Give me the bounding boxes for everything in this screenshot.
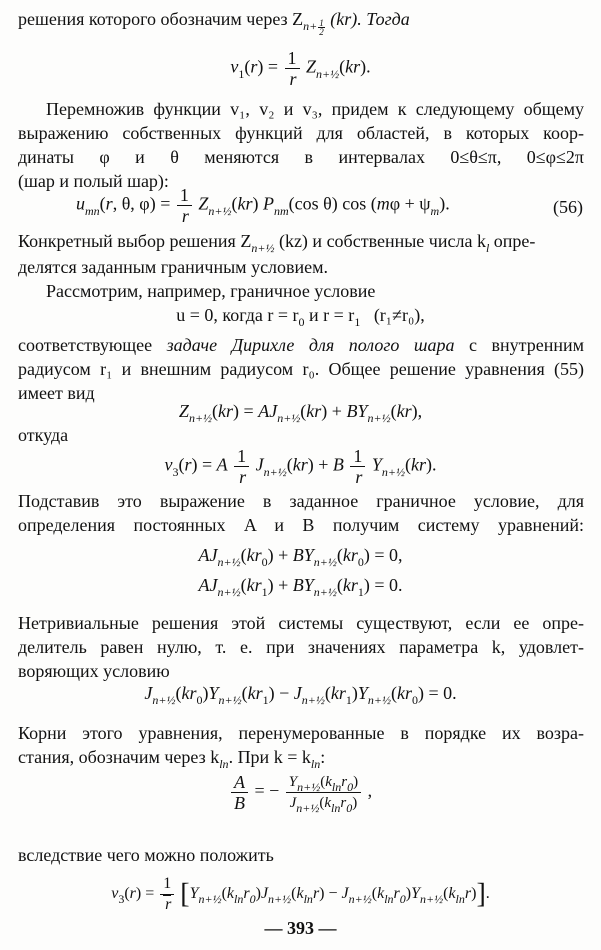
text-intro-tail: (kr). Тогда <box>330 9 410 29</box>
text-paragraph-2-line-1: Перемножив функции v₁, v₂ и v₃, придем к следующему общему <box>46 99 584 119</box>
equation-v3: $v_3(r) = A$ $\frac{1}{r}$ $J_{n+\frac{1}{2}}(kr) + B$ $\frac{1}{r}$ $Y_{n+\frac{1}{2}}(kr)$. <box>164 446 437 487</box>
equation-determinant: $J_{n+\frac{1}{2}}(kr_0)Y_{n+\frac{1}{2}}(kr_1) - J_{n+\frac{1}{2}}(kr_1)Y_{n+\frac{1}{2}}(kr_0) = 0$. <box>144 683 457 707</box>
equation-final: $v_3(r)$ = $\frac{1}{r}$ $[Y_{n+\frac{1}{2}}(k_{ln}r_0)J_{n+\frac{1}{2}}(k_{ln}r) - J_{n+\frac{1}{2}}(k_{ln}r_0)Y_{n+\frac{1}{2}}(k_{ln}r)]$. <box>111 875 490 913</box>
text-line-1: решения которого обозначим через $Z_{n+ \frac{1}{2}}$ (kr). Тогда <box>18 9 410 37</box>
text-paragraph-9-line-1: Корни этого уравнения, перенумерованные в порядке их возра- <box>18 723 584 743</box>
equation-system-1: $AJ_{n+\frac{1}{2}}(kr_0) + BY_{n+\frac{1}{2}}(kr_0) = 0$, <box>198 545 403 569</box>
text-paragraph-2-line-3: динаты φ и θ меняются в интервалах 0≤θ≤π, 0≤φ≤2π <box>18 147 584 167</box>
equation-number-56: (56) <box>553 197 583 217</box>
text-paragraph-8-line-1: Нетривиальные решения этой системы существуют, если ее опре- <box>18 613 584 633</box>
text-paragraph-2-line-2: выражению собственных функций для областей, в которых коор- <box>18 123 584 143</box>
text-paragraph-3-line-2: делятся заданным граничным условием. <box>18 257 329 277</box>
page-number: — 393 — <box>264 918 337 938</box>
text-paragraph-8-line-2: делитель равен нулю, т. е. при значениях параметра k, удовлет- <box>18 637 584 657</box>
text-paragraph-8-line-3: воряющих условию <box>18 661 170 681</box>
equation-boundary-condition: u = 0, когда $r = r_0$ и $r = r_1$ (r₁≠r₀), <box>176 305 425 329</box>
equation-v1: $v_1(r)$ = $\frac{1}{r}$ $Z_{n+\frac{1}{2}}(kr)$. <box>230 48 371 89</box>
text-paragraph-4-line-1: Рассмотрим, например, граничное условие <box>46 281 376 301</box>
text-paragraph-2-line-4: (шар и полый шар): <box>18 171 169 191</box>
text-intro: решения которого обозначим через Z <box>18 9 304 29</box>
text-paragraph-10: вследствие чего можно положить <box>18 845 274 865</box>
text-paragraph-7-line-2: определения постоянных A и B получим систему уравнений: <box>18 515 584 535</box>
text-paragraph-5-line-2: радиусом r₁ и внешним радиусом r₀. Общее решение уравнения (55) <box>18 359 584 379</box>
equation-56: $u_{mn}(r$, θ, φ) = $\frac{1}{r}$ $Z_{n+\frac{1}{2}}(kr)$ $P_{nm}(\cos$ θ) $\cos (m\varphi + \psi_m)$. <box>76 185 450 226</box>
text-paragraph-7-line-1: Подставив это выражение в заданное граничное условие, для <box>18 491 584 511</box>
text-paragraph-9-line-2: стания, обозначим через $k_{ln}$. При $k = k_{ln}$: <box>18 747 326 771</box>
text-paragraph-5-line-3: имеет вид <box>18 383 95 403</box>
equation-general-solution: $Z_{n+\frac{1}{2}}(kr) = AJ_{n+\frac{1}{2}}(kr) + BY_{n+\frac{1}{2}}(kr)$, <box>178 401 423 425</box>
text-paragraph-5-line-1: соответствующее задаче Дирихле для полого шара с внутренним <box>18 335 584 355</box>
text-paragraph-3-line-1: Конкретный выбор решения $Z_{n+\frac{1}{2}}$ (kz) и собственные числа $k_l$ опре- <box>18 231 536 255</box>
equation-system-2: $AJ_{n+\frac{1}{2}}(kr_1) + BY_{n+\frac{1}{2}}(kr_1) = 0$. <box>198 575 403 599</box>
text-otkuda: откуда <box>18 425 69 445</box>
equation-ratio: $\frac{A}{B}$ = − $\frac{Y_{n+\frac{1}{2}}(k_{ln}r_0)}{J_{n+\frac{1}{2}}(k_{ln}r_0)}$ , <box>0 772 601 813</box>
